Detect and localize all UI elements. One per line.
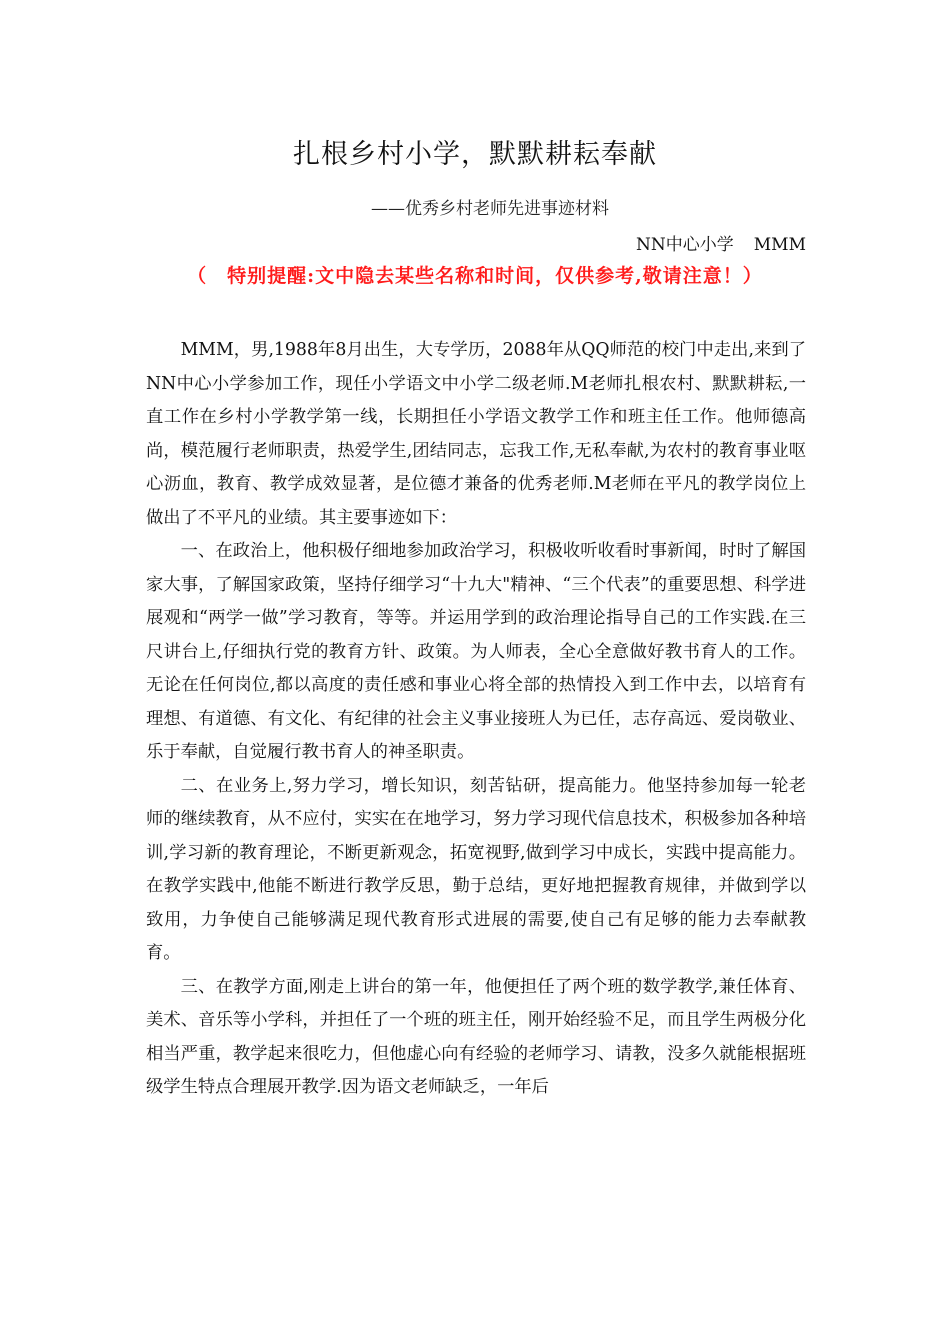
special-notice: （ 特别提醒:文中隐去某些名称和时间，仅供参考,敬请注意！） — [187, 265, 763, 287]
paragraph-politics: 一、在政治上，他积极仔细地参加政治学习，积极收听收看时事新闻，时时了解国家大事，了解国家政策，坚持仔细学习“十九大"精神、“三个代表”的重要思想、科学进展观和“两学一做”学习教育，等等。并运用学到的政治理论指导自己的工作实践.在三尺讲台上,仔细执行党的教育方针、政策。为人师表，全心全意做好教书育人的工作。无论在任何岗位,都以高度的责任感和事业心将全部的热情投入到工作中去，以培育有理想、有道德、有文化、有纪律的社会主义事业接班人为已任，志存高远、爱岗敬业、乐于奉献，自觉履行教书育人的神圣职责。 — [146, 541, 806, 762]
document-subtitle: ——优秀乡村老师先进事迹材料 — [371, 199, 609, 219]
author-name: MMM — [753, 235, 806, 255]
document-body — [146, 334, 806, 1105]
author-school: NN中心小学 — [636, 235, 734, 255]
author-line — [636, 230, 806, 255]
paragraph-professional: 二、在业务上,努力学习，增长知识，刻苦钻研，提高能力。他坚持参加每一轮老师的继续教育，从不应付，实实在在地学习，努力学习现代信息技术，积极参加各种培训,学习新的教育理论，不断更新观念，拓宽视野,做到学习中成长，实践中提高能力。在教学实践中,他能不断进行教学反思，勤于总结，更好地把握教育规律，并做到学以致用，力争使自己能够满足现代教育形式进展的需要,使自己有足够的能力去奉献教育。 — [146, 775, 806, 963]
document-title: 扎根乡村小学，默默耕耘奉献 — [293, 139, 657, 170]
paragraph-intro: MMM，男,1988年8月出生，大专学历，2088年从QQ师范的校门中走出,来到了NN中心小学参加工作，现任小学语文中小学二级老师.M老师扎根农村、默默耕耘,一直工作在乡村小学教学第一线，长期担任小学语文教学工作和班主任工作。他师德高尚，模范履行老师职责，热爱学生,团结同志，忘我工作,无私奉献,为农村的教育事业呕心沥血，教育、教学成效显著，是位德才兼备的优秀老师.M老师在平凡的教学岗位上做出了不平凡的业绩。其主要事迹如下： — [146, 340, 806, 528]
paragraph-teaching: 三、在教学方面,刚走上讲台的第一年，他便担任了两个班的数学教学,兼任体育、美术、音乐等小学科，并担任了一个班的班主任，刚开始经验不足，而且学生两极分化相当严重，教学起来很吃力，但他虚心向有经验的老师学习、请教，没多久就能根据班级学生特点合理展开教学.因为语文老师缺乏，一年后 — [146, 976, 806, 1097]
